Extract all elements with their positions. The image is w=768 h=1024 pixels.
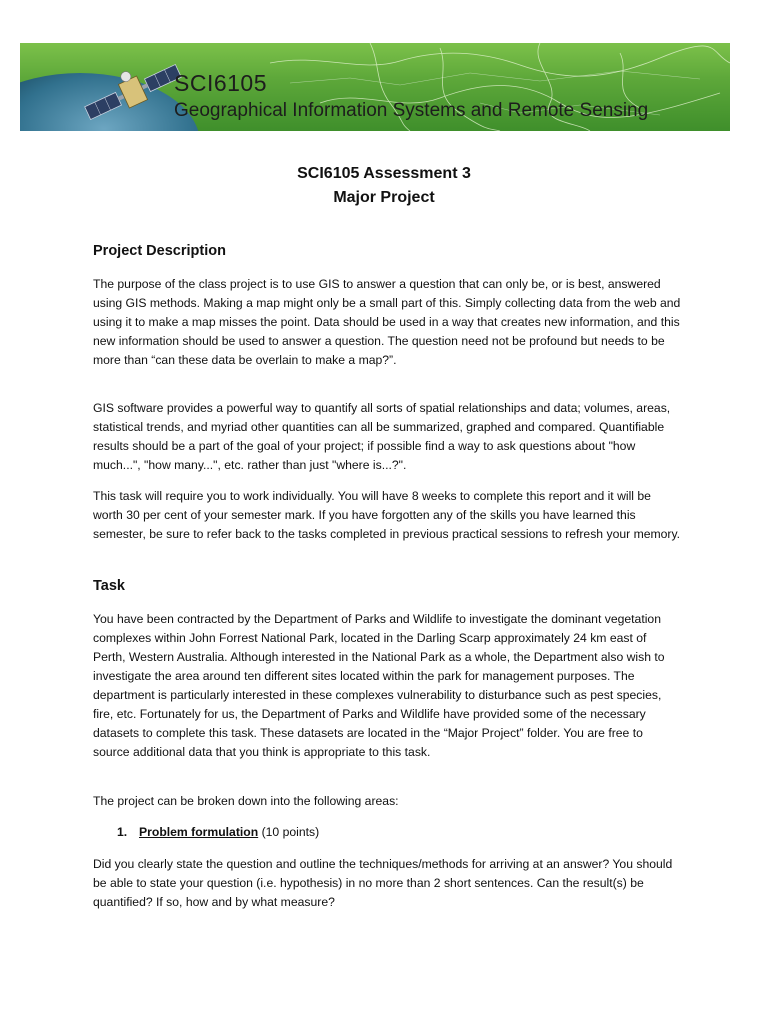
paragraph: The purpose of the class project is to use GIS to answer a question that can only be, or is best, answered using GIS methods. Making a map might only be a small part of this. Simply collecting data from the web and using it to make a map misses the point. Data should be used in a way that creates new information, and this new information should be used to answer a question. The question need not be profound but needs to be more than “can these data be overlain to make a map?”. [93,277,681,367]
course-name: Geographical Information Systems and Remote Sensing [174,100,649,121]
paragraph: You have been contracted by the Department of Parks and Wildlife to investigate the dominant vegetation complexes within John Forrest National Park, located in the Darling Scarp approximately 24 km east of Perth, Western Australia. Although interested in the National Park as a whole, the Department also wish to investigate the area around ten different sites located within the park for management purposes. The department is particularly interested in these complexes vulnerability to disturbance such as pest species, fire, etc. Fortunately for us, the Department of Parks and Wildlife have provided some of the necessary datasets to complete this task. These datasets are located in the “Major Project” folder. You are free to source additional data that you think is appropriate to this task. [93,612,665,759]
paragraph: This task will require you to work individually. You will have 8 weeks to complete this report and it will be worth 30 per cent of your semester mark. If you have forgotten any of the skills you have learned this semester, be sure to refer back to the tasks completed in previous practical sessions to refresh your memory. [93,489,681,541]
paragraph: Did you clearly state the question and outline the techniques/methods for arriving at an answer? You should be able to state your question (i.e. hypothesis) in no more than 2 short sentences. Can the result(s) be quantified? If so, how and by what measure? [93,857,673,909]
section-heading-project-description: Project Description [93,243,226,259]
list-item-points: (10 points) [258,825,320,839]
list-number: 1. [117,825,128,839]
course-code: SCI6105 [174,70,268,96]
course-banner [20,43,730,131]
satellite-icon [78,57,188,127]
list-item-title: Problem formulation [139,825,259,839]
document-title: SCI6105 Assessment 3 [297,165,471,182]
document-subtitle: Major Project [333,189,435,206]
list-item [117,823,319,842]
paragraph: The project can be broken down into the following areas: [93,794,399,808]
section-heading-task: Task [93,578,125,594]
paragraph: GIS software provides a powerful way to quantify all sorts of spatial relationships and data; volumes, areas, statistical trends, and myriad other quantities can all be summarized, graphed and compared. Quantifiable results should be a part of the goal of your project; if possible find a way to ask questions about "how much...", "how many...", etc. rather than just "where is...?". [93,401,671,472]
